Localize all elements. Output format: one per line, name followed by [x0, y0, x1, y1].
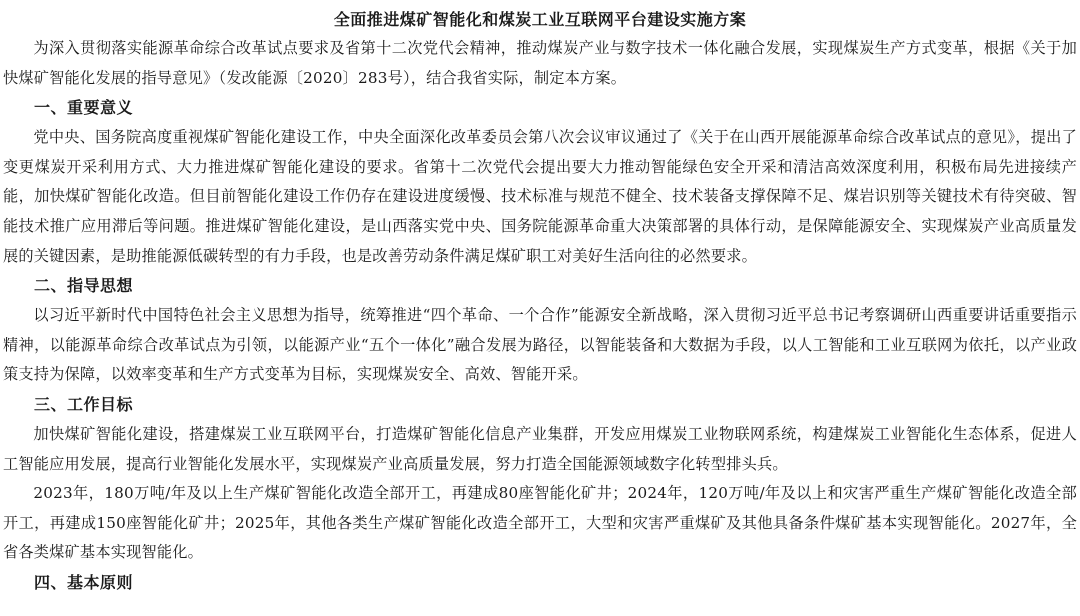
significance-paragraph: 党中央、国务院高度重视煤矿智能化建设工作，中央全面深化改革委员会第八次会议审议通过了《关于在山西开展能源革命综合改革试点的意见》，提出了变更煤炭开采利用方式、大力推进煤矿智能化建设的要求。省第十二次党代会提出要大力推动智能绿色安全开采和清洁高效深度利用，积极布局先进接续产能，加快煤矿智能化改造。但目前智能化建设工作仍存在建设进度缓慢、技术标准与规范不健全、技术装备支撑保障不足、煤岩识别等关键技术有待突破、智能技术推广应用滞后等问题。推进煤矿智能化建设，是山西落实党中央、国务院能源革命重大决策部署的具体行动，是保障能源安全、实现煤炭产业高质量发展的关键因素，是助推能源低碳转型的有力手段，也是改善劳动条件满足煤矿职工对美好生活向往的必然要求。 — [3, 128, 1077, 265]
section-heading-significance: 一、重要意义 — [34, 98, 134, 118]
work-goals-timeline-paragraph: 2023年，180万吨/年及以上生产煤矿智能化改造全部开工，再建成80座智能化矿井；2024年，120万吨/年及以上和灾害严重生产煤矿智能化改造全部开工，再建成150座智能化矿井；2025年，其他各类生产煤矿智能化改造全部开工，大型和灾害严重煤矿及其他具备条件煤矿基本实现智能化。2027年，全省各类煤矿基本实现智能化。 — [3, 484, 1077, 562]
document-title: 全面推进煤矿智能化和煤炭工业互联网平台建设实施方案 — [333, 10, 747, 29]
section-heading-basic-principles: 四、基本原则 — [34, 572, 134, 592]
section-heading-guiding-ideology: 二、指导思想 — [34, 276, 134, 296]
work-goals-paragraph: 加快煤矿智能化建设，搭建煤炭工业互联网平台，打造煤矿智能化信息产业集群，开发应用煤炭工业物联网系统，构建煤炭工业智能化生态体系，促进人工智能应用发展，提高行业智能化发展水平，实现煤炭产业高质量发展，努力打造全国能源领域数字化转型排头兵。 — [3, 424, 1077, 473]
guiding-ideology-paragraph: 以习近平新时代中国特色社会主义思想为指导，统筹推进“四个革命、一个合作”能源安全新战略，深入贯彻习近平总书记考察调研山西重要讲话重要指示精神，以能源革命综合改革试点为引领，以能源产业“五个一体化”融合发展为路径，以智能装备和大数据为手段，以人工智能和工业互联网为依托，以产业政策支持为保障，以效率变革和生产方式变革为目标，实现煤炭安全、高效、智能开采。 — [3, 306, 1077, 384]
intro-paragraph: 为深入贯彻落实能源革命综合改革试点要求及省第十二次党代会精神，推动煤炭产业与数字技术一体化融合发展，实现煤炭生产方式变革，根据《关于加快煤矿智能化发展的指导意见》（发改能源〔2020〕283号），结合我省实际，制定本方案。 — [3, 39, 1077, 87]
section-heading-work-goals: 三、工作目标 — [34, 394, 134, 414]
